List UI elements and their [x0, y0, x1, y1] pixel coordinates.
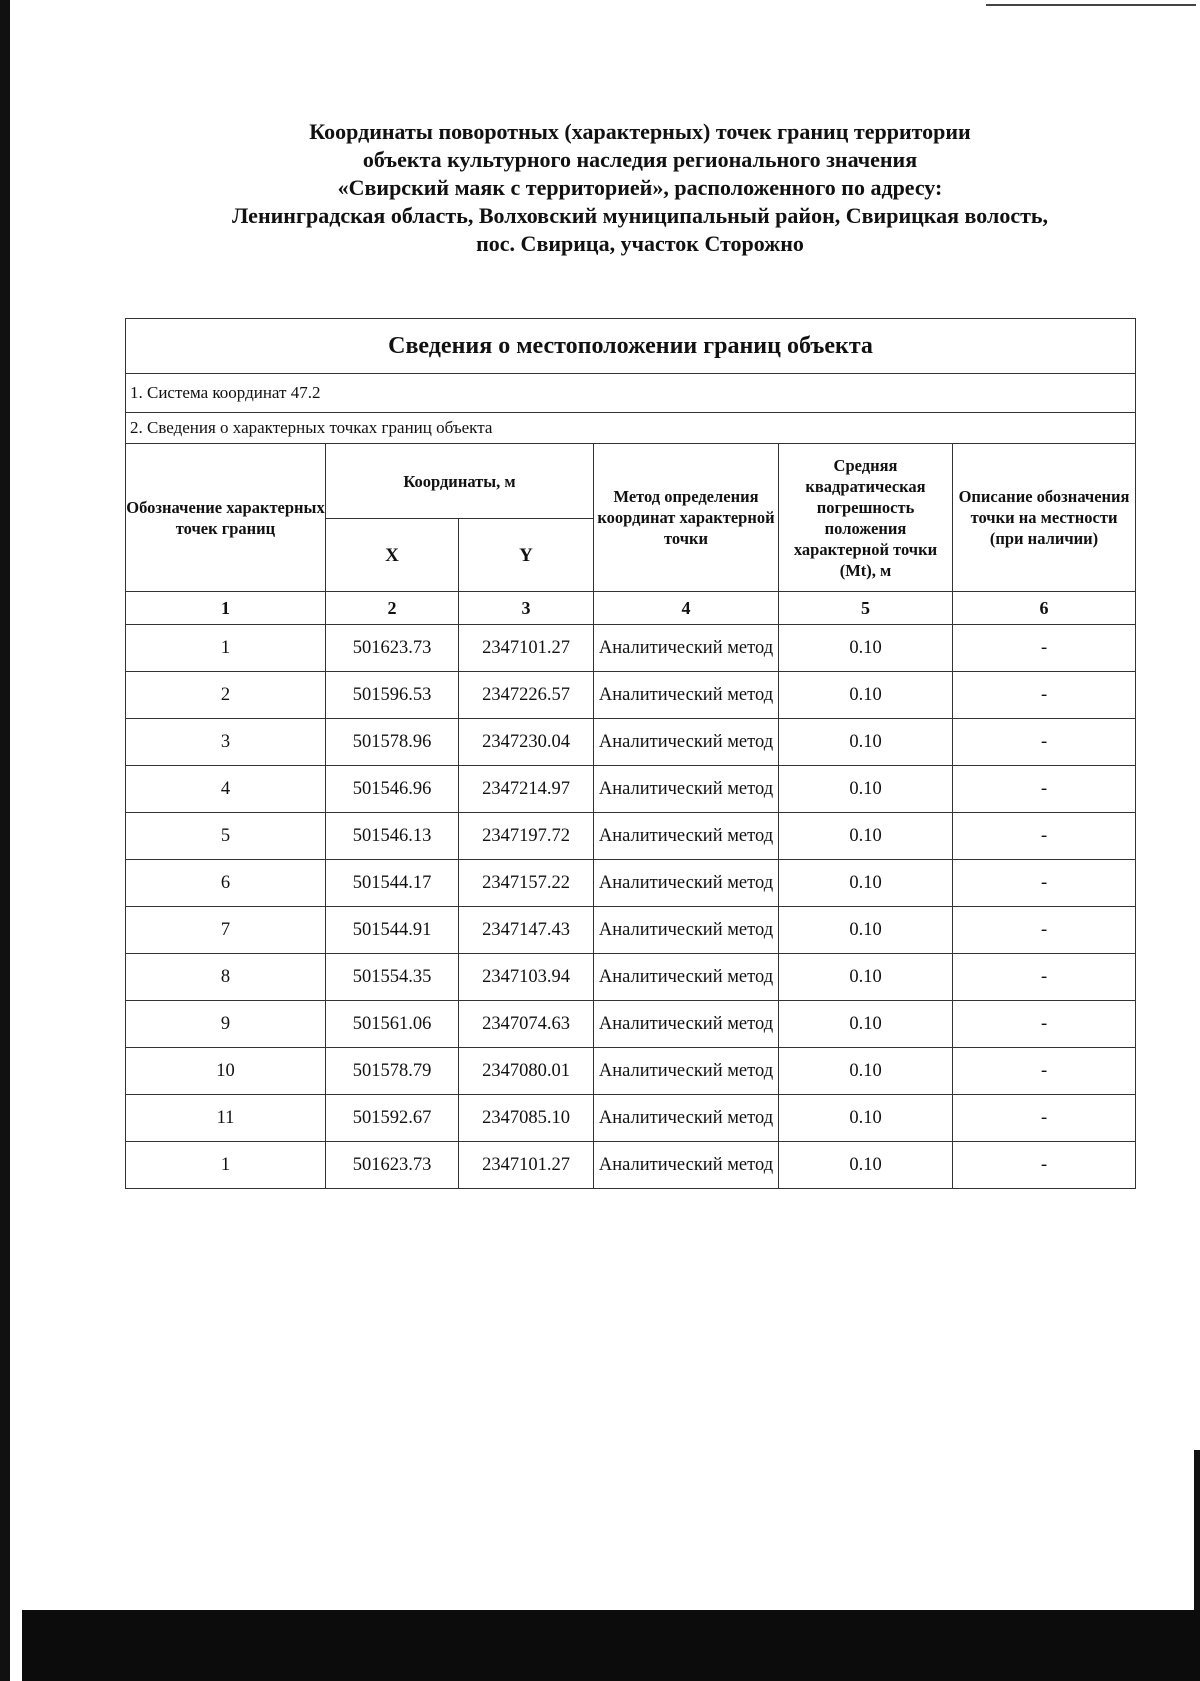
table-row [126, 1001, 1136, 1048]
table-body [126, 625, 1136, 1189]
cell-y: 2347147.43 [459, 907, 594, 954]
cell-x: 501561.06 [326, 1001, 459, 1048]
cell-error: 0.10 [779, 672, 953, 719]
cell-y: 2347103.94 [459, 954, 594, 1001]
table-row [126, 954, 1136, 1001]
cell-description: - [953, 766, 1136, 813]
cell-error: 0.10 [779, 719, 953, 766]
cell-error: 0.10 [779, 954, 953, 1001]
cell-method: Аналитический метод [594, 1048, 779, 1095]
cell-description: - [953, 1048, 1136, 1095]
cell-point: 1 [126, 1142, 326, 1189]
cell-y: 2347226.57 [459, 672, 594, 719]
table-row [126, 1095, 1136, 1142]
cell-y: 2347101.27 [459, 1142, 594, 1189]
column-number: 5 [779, 592, 953, 625]
column-number: 2 [326, 592, 459, 625]
cell-y: 2347157.22 [459, 860, 594, 907]
document-title [100, 118, 1180, 258]
cell-x: 501578.96 [326, 719, 459, 766]
cell-y: 2347074.63 [459, 1001, 594, 1048]
cell-description: - [953, 625, 1136, 672]
cell-description: - [953, 1001, 1136, 1048]
cell-point: 8 [126, 954, 326, 1001]
cell-description: - [953, 907, 1136, 954]
column-number: 1 [126, 592, 326, 625]
cell-description: - [953, 813, 1136, 860]
cell-error: 0.10 [779, 625, 953, 672]
cell-error: 0.10 [779, 1142, 953, 1189]
cell-point: 4 [126, 766, 326, 813]
table-row [126, 1142, 1136, 1189]
header-error: Средняя квадратическая погрешность положения характерной точки (Mt), м [779, 444, 953, 592]
cell-method: Аналитический метод [594, 907, 779, 954]
table-row [126, 907, 1136, 954]
table-title: Сведения о местоположении границ объекта [126, 319, 1136, 374]
column-number: 6 [953, 592, 1136, 625]
cell-point: 2 [126, 672, 326, 719]
cell-description: - [953, 1142, 1136, 1189]
cell-description: - [953, 1095, 1136, 1142]
cell-point: 6 [126, 860, 326, 907]
cell-point: 3 [126, 719, 326, 766]
cell-y: 2347085.10 [459, 1095, 594, 1142]
cell-method: Аналитический метод [594, 860, 779, 907]
cell-x: 501544.91 [326, 907, 459, 954]
cell-error: 0.10 [779, 1048, 953, 1095]
table-row [126, 672, 1136, 719]
column-number: 4 [594, 592, 779, 625]
cell-error: 0.10 [779, 860, 953, 907]
scan-mark-top [986, 4, 1196, 6]
table-row [126, 860, 1136, 907]
cell-y: 2347197.72 [459, 813, 594, 860]
header-coordinates: Координаты, м [326, 444, 594, 519]
cell-description: - [953, 672, 1136, 719]
cell-description: - [953, 860, 1136, 907]
table-row [126, 766, 1136, 813]
cell-error: 0.10 [779, 1001, 953, 1048]
table-row [126, 625, 1136, 672]
coordinates-table [125, 318, 1136, 1189]
cell-method: Аналитический метод [594, 954, 779, 1001]
header-designation: Обозначение характерных точек границ [126, 444, 326, 592]
cell-error: 0.10 [779, 813, 953, 860]
cell-point: 11 [126, 1095, 326, 1142]
table-row [126, 813, 1136, 860]
cell-y: 2347230.04 [459, 719, 594, 766]
title-line-1: Координаты поворотных (характерных) точек границ территории [309, 119, 971, 144]
cell-error: 0.10 [779, 1095, 953, 1142]
title-line-5: пос. Свирица, участок Сторожно [476, 231, 804, 256]
cell-method: Аналитический метод [594, 719, 779, 766]
table-row [126, 719, 1136, 766]
scan-edge-left [0, 0, 10, 1681]
cell-x: 501578.79 [326, 1048, 459, 1095]
header-method: Метод определения координат характерной точки [594, 444, 779, 592]
cell-method: Аналитический метод [594, 1095, 779, 1142]
cell-x: 501623.73 [326, 1142, 459, 1189]
coordinate-system-row: 1. Система координат 47.2 [126, 374, 1136, 413]
header-y: Y [459, 519, 594, 592]
cell-x: 501554.35 [326, 954, 459, 1001]
column-number: 3 [459, 592, 594, 625]
cell-x: 501623.73 [326, 625, 459, 672]
header-x: X [326, 519, 459, 592]
cell-point: 1 [126, 625, 326, 672]
column-number-row [126, 592, 1136, 625]
table-row [126, 1048, 1136, 1095]
cell-point: 5 [126, 813, 326, 860]
cell-y: 2347214.97 [459, 766, 594, 813]
cell-method: Аналитический метод [594, 1142, 779, 1189]
cell-x: 501596.53 [326, 672, 459, 719]
header-description: Описание обозначения точки на местности (при наличии) [953, 444, 1136, 592]
cell-x: 501544.17 [326, 860, 459, 907]
cell-description: - [953, 954, 1136, 1001]
cell-point: 7 [126, 907, 326, 954]
cell-point: 10 [126, 1048, 326, 1095]
cell-x: 501592.67 [326, 1095, 459, 1142]
title-line-2: объекта культурного наследия регионального значения [362, 147, 918, 172]
scan-band-bottom [22, 1610, 1200, 1681]
cell-method: Аналитический метод [594, 672, 779, 719]
cell-error: 0.10 [779, 907, 953, 954]
cell-method: Аналитический метод [594, 1001, 779, 1048]
cell-method: Аналитический метод [594, 813, 779, 860]
points-info-row: 2. Сведения о характерных точках границ объекта [126, 413, 1136, 444]
title-line-4: Ленинградская область, Волховский муниципальный район, Свирицкая волость, [231, 203, 1049, 228]
cell-x: 501546.96 [326, 766, 459, 813]
cell-point: 9 [126, 1001, 326, 1048]
cell-x: 501546.13 [326, 813, 459, 860]
cell-error: 0.10 [779, 766, 953, 813]
cell-y: 2347101.27 [459, 625, 594, 672]
cell-method: Аналитический метод [594, 766, 779, 813]
title-line-3: «Свирский маяк с территорией», расположенного по адресу: [337, 175, 943, 200]
cell-method: Аналитический метод [594, 625, 779, 672]
cell-description: - [953, 719, 1136, 766]
cell-y: 2347080.01 [459, 1048, 594, 1095]
